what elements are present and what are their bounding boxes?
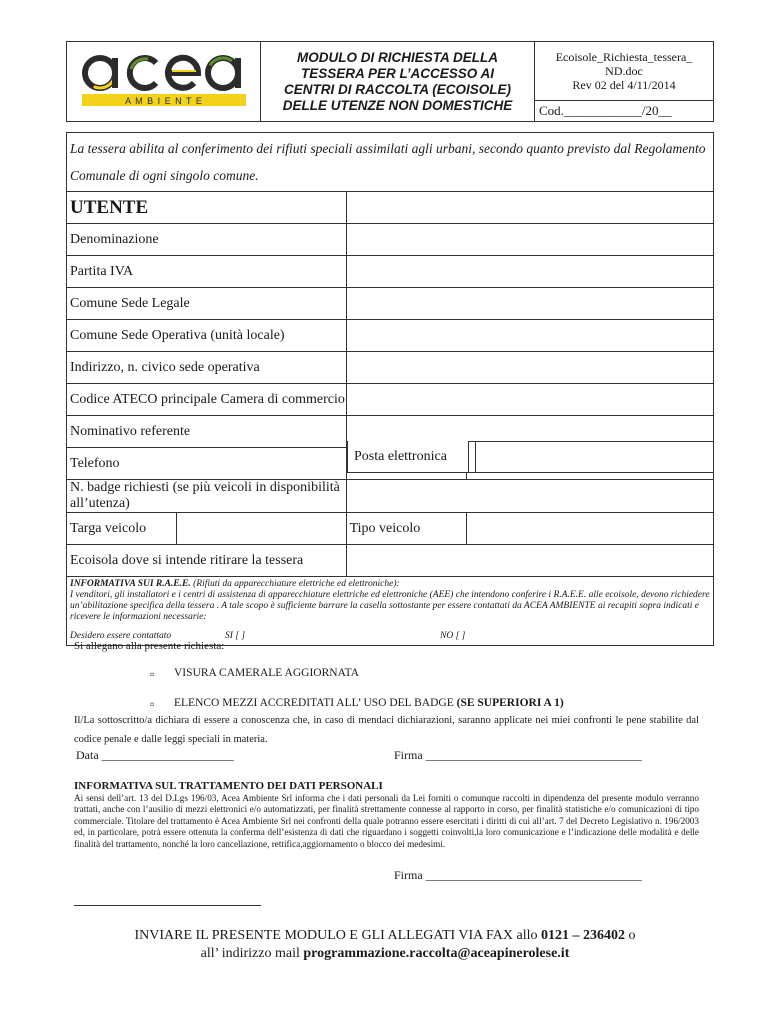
- user-form-table: [66, 132, 714, 646]
- comune-operativa-label: Comune Sede Operativa (unità locale): [67, 320, 347, 352]
- email-link[interactable]: programmazione.raccolta@aceapinerolese.it: [303, 946, 570, 961]
- si-checkbox[interactable]: SI [ ]: [225, 631, 246, 641]
- code-field[interactable]: Cod.____________/20__: [535, 101, 714, 122]
- bullet-icon: ▫: [150, 697, 155, 711]
- badge-label: N. badge richiesti (se più veicoli in disponibilità all’utenza): [67, 480, 347, 513]
- title-line: CENTRI DI RACCOLTA (ECOISOLE): [284, 81, 511, 97]
- allegati-intro: Si allegano alla presente richiesta:: [74, 640, 225, 652]
- footer-fax-line: [0, 928, 770, 944]
- denominazione-label: Denominazione: [67, 224, 347, 256]
- logo-cell: [67, 42, 261, 122]
- comune-legale-field[interactable]: [346, 288, 713, 320]
- title-line: TESSERA PER L’ACCESSO AI: [300, 65, 495, 81]
- allegato-visura: VISURA CAMERALE AGGIORNATA: [174, 667, 360, 679]
- privacy-text: Ai sensi dell’art. 13 del D.Lgs 196/03, Acea Ambiente Srl informa che i dati personali da Lei forniti o comunque raccolti in dipendenza del presente modulo verranno trattati, anche con l’ausilio di mezzi elettronici e/o automatizzati, per finalità strettamente connesse al rapporto in corso, per finalità statistiche e/o comunicazioni di tipo commerciale. Titolare del trattamento è Acea Ambiente Srl nei confronti della quale potranno essere esercitati i diritti di cui all’art. 7 del Decreto Legislativo n. 196/2003 ed, in particolare, potrà essere ottenuta la conferma dell’esistenza di dati che riguardano i soggetti coinvolti,la loro comunicazione e l’indicazione delle modalità e delle finalità del trattamento, nonché la loro cancellazione, rettifica,aggiornamento o blocco dei medesimi.: [74, 793, 699, 849]
- telefono-label: Telefono: [67, 448, 347, 480]
- footer-email-text: all’ indirizzo mail: [200, 946, 304, 961]
- raee-title: INFORMATIVA SUI R.A.E.E.: [70, 579, 191, 589]
- document-reference: [535, 42, 714, 101]
- footer-email-line: [0, 946, 770, 962]
- ecoisola-field[interactable]: [346, 545, 713, 577]
- doc-ref-line: ND.doc: [605, 64, 643, 78]
- intro-text: La tessera abilita al conferimento dei rifiuti speciali assimilati agli urbani, secondo quanto previsto dal Regolamento Comunale di ogni singolo comune.: [67, 133, 714, 192]
- doc-ref-line: Ecoisole_Richiesta_tessera_: [555, 50, 693, 64]
- indirizzo-field[interactable]: [346, 352, 713, 384]
- allegato-elenco-bold: (SE SUPERIORI A 1): [456, 697, 564, 709]
- firma-field[interactable]: Firma ____________________________________: [394, 748, 642, 762]
- allegato-elenco-mezzi: [174, 697, 564, 709]
- privacy-title: INFORMATIVA SUL TRATTAMENTO DEI DATI PERSONALI: [74, 780, 383, 792]
- ecoisola-label: Ecoisola dove si intende ritirare la tessera: [67, 545, 347, 577]
- ateco-label: Codice ATECO principale Camera di commercio: [67, 384, 347, 416]
- raee-info-box: [67, 577, 714, 646]
- logo-sub-text: A M B I E N T E: [124, 96, 203, 106]
- tipo-label: Tipo veicolo: [346, 513, 467, 545]
- title-line: MODULO DI RICHIESTA DELLA: [297, 49, 498, 65]
- doc-ref-line: Rev 02 del 4/11/2014: [572, 78, 676, 92]
- ateco-field[interactable]: [346, 384, 713, 416]
- form-title: [261, 42, 535, 122]
- desidero-contattato-label: Desidero essere contattato: [70, 631, 172, 641]
- badge-field[interactable]: [346, 480, 713, 513]
- allegato-elenco-text: ELENCO MEZZI ACCREDITATI ALL’ USO DEL BADGE: [174, 697, 454, 709]
- footer-fax-post: o: [624, 928, 636, 943]
- raee-title-note: (Rifiuti da apparecchiature elettriche ed elettroniche):: [190, 579, 400, 589]
- acea-logo: [78, 49, 250, 109]
- indirizzo-label: Indirizzo, n. civico sede operativa: [67, 352, 347, 384]
- comune-legale-label: Comune Sede Legale: [67, 288, 347, 320]
- targa-label: Targa veicolo: [67, 513, 177, 545]
- posta-label: Posta elettronica: [348, 441, 469, 472]
- targa-field[interactable]: [176, 513, 346, 545]
- data-field[interactable]: Data ______________________: [76, 748, 234, 762]
- tipo-field[interactable]: [467, 513, 714, 545]
- firma-privacy-field[interactable]: Firma ____________________________________: [394, 868, 642, 882]
- bullet-icon: ▫: [150, 667, 155, 681]
- dichiarazione-text: Il/La sottoscritto/a dichiara di essere a conoscenza che, in caso di mendaci dichiarazioni, saranno applicate nei miei confronti le pene stabilite dal codice penale e dalle leggi speciali in materia.: [74, 715, 699, 745]
- denominazione-field[interactable]: [346, 224, 713, 256]
- no-checkbox[interactable]: NO [ ]: [440, 631, 466, 641]
- footer-fax-text: INVIARE IL PRESENTE MODULO E GLI ALLEGATI VIA FAX allo: [134, 928, 541, 943]
- section-title-utente: UTENTE: [67, 192, 347, 224]
- referente-label: Nominativo referente: [67, 416, 347, 448]
- raee-text: I venditori, gli installatori e i centri di assistenza di apparecchiature elettriche ed elettroniche (AEE) che intendono conferire i R.A.E.E. alle ecoisole, devono richiedere un’abilitazione specifica della tessera . A tale scopo è sufficiente barrare la casella sottostante per essere contattati da ACEA AMBIENTE ai recapiti sopra indicati e ricevere le informazioni necessarie:: [70, 590, 710, 622]
- fax-number: 0121 – 236402: [540, 928, 625, 943]
- partita-iva-field[interactable]: [346, 256, 713, 288]
- title-line: DELLE UTENZE NON DOMESTICHE: [282, 97, 513, 113]
- partita-iva-label: Partita IVA: [67, 256, 347, 288]
- separator-line: [74, 905, 261, 906]
- utente-value-field[interactable]: [346, 192, 713, 224]
- comune-operativa-field[interactable]: [346, 320, 713, 352]
- header-table: [66, 41, 714, 122]
